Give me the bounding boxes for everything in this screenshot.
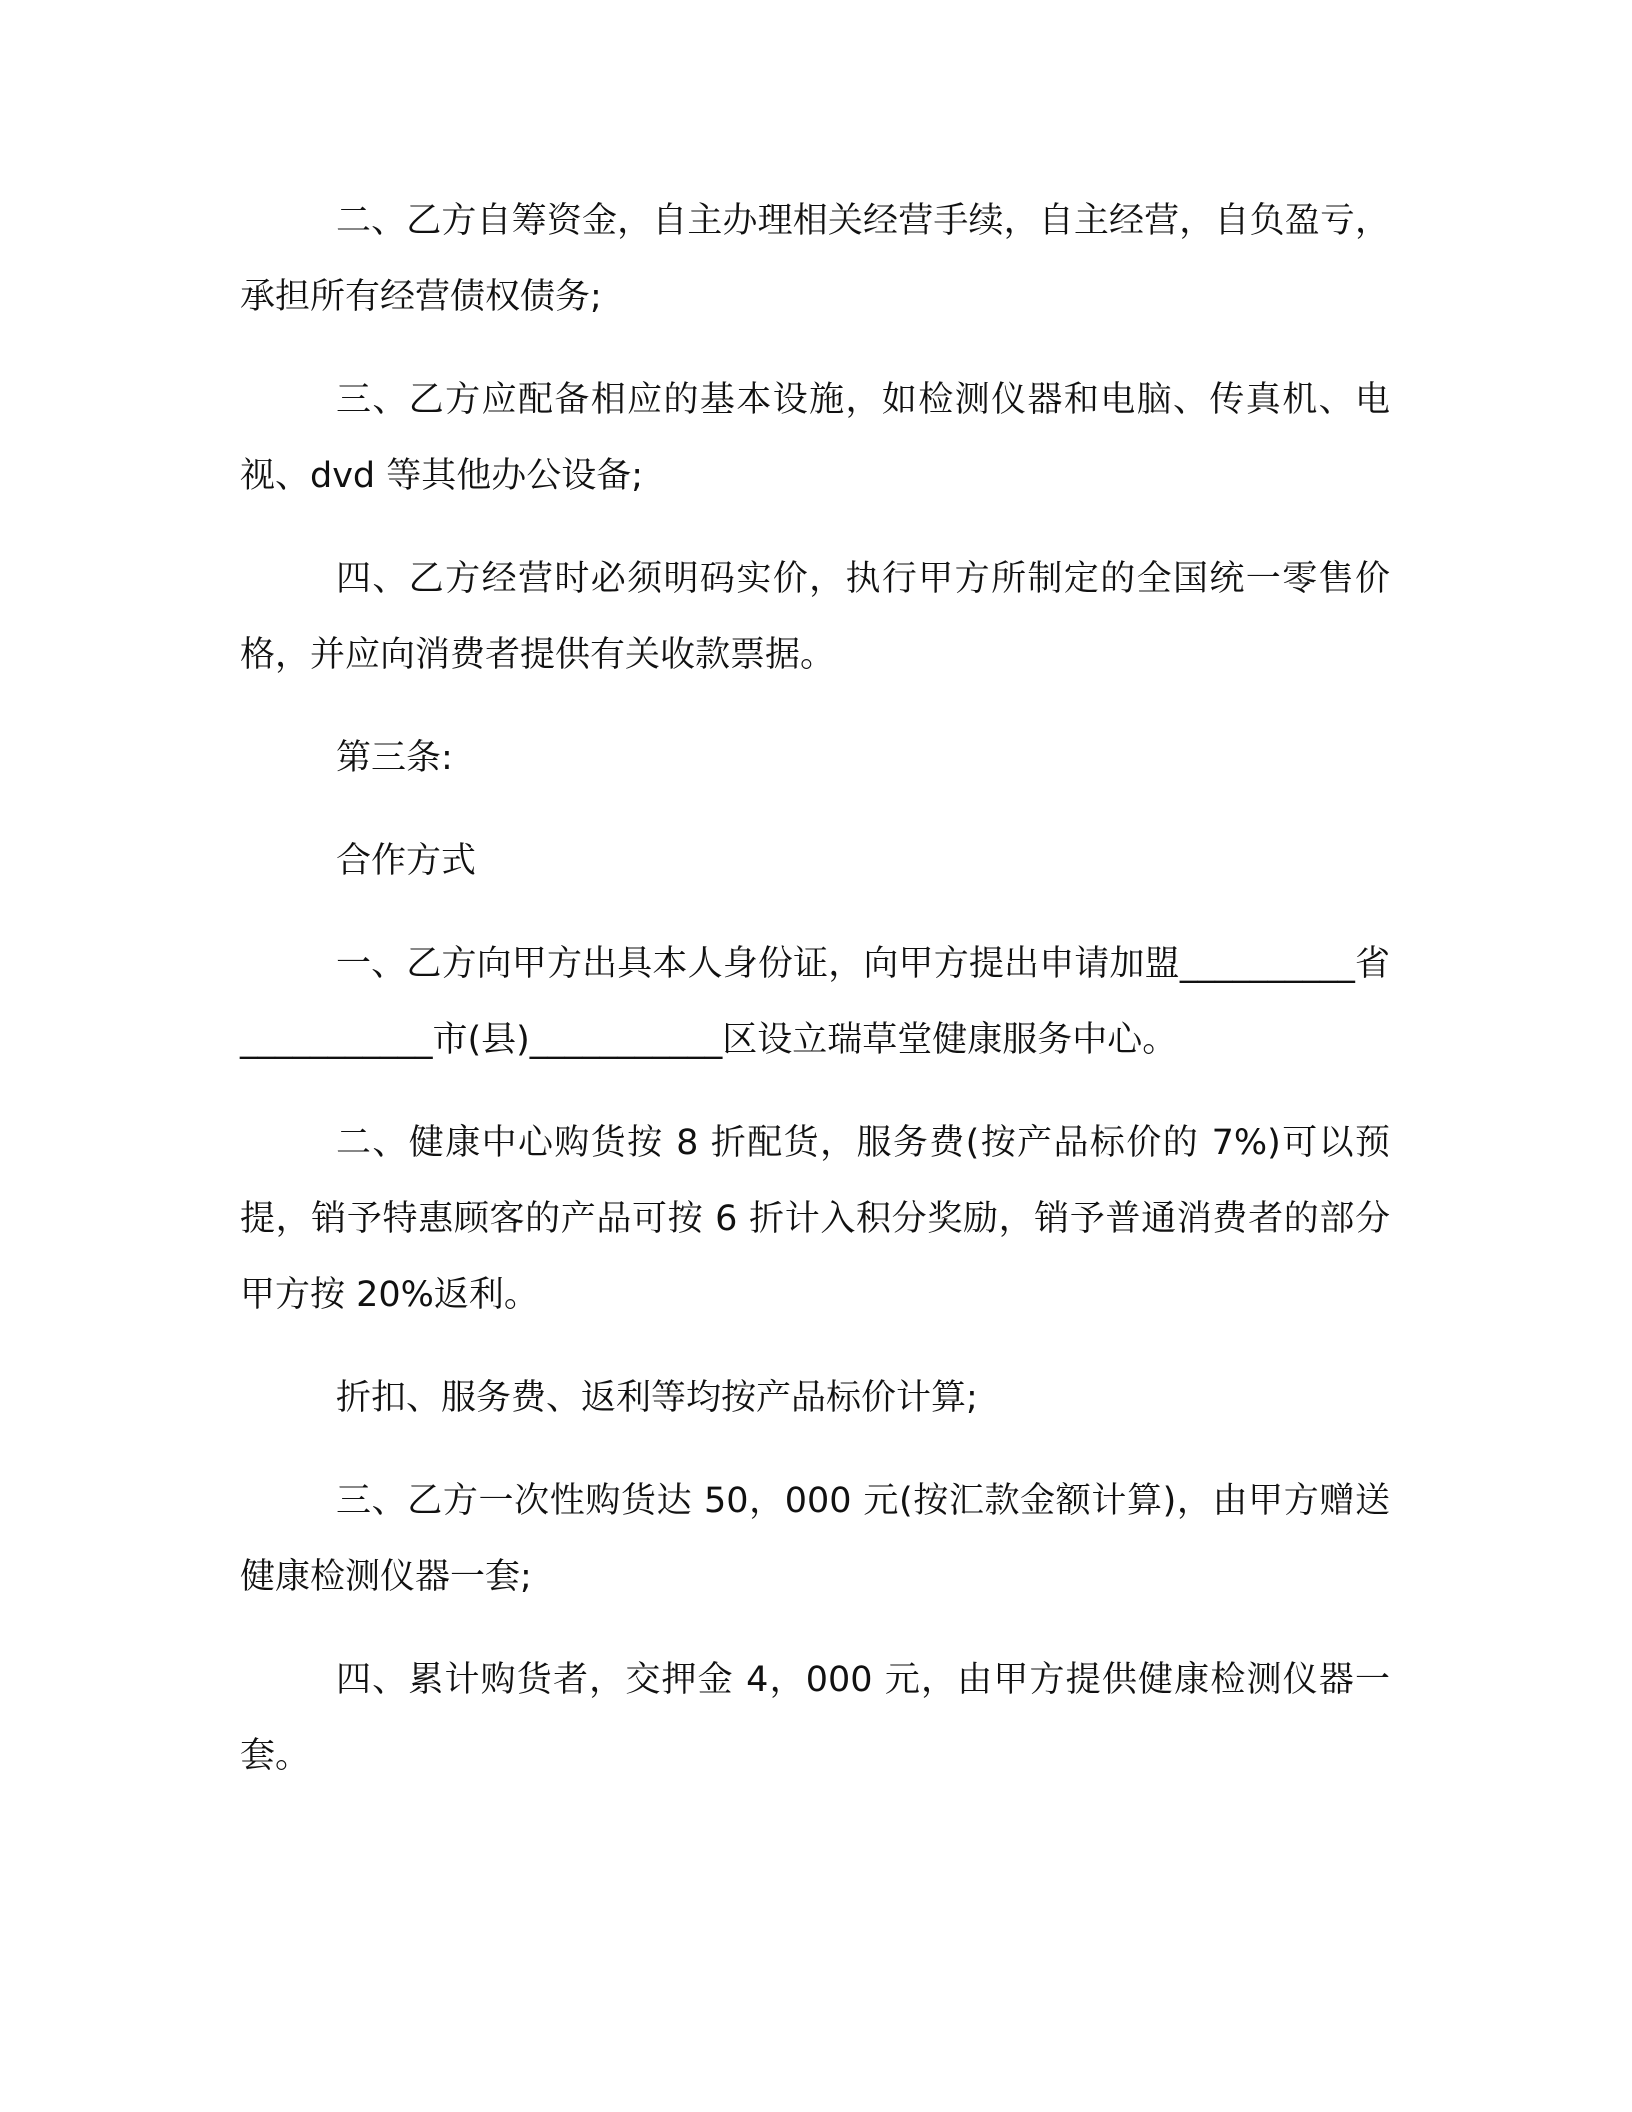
cooperation-clause-3: 三、乙方一次性购货达 50，000 元(按汇款金额计算)，由甲方赠送健康检测仪器一套;	[240, 1481, 1390, 1597]
clause-4-pricing: 四、乙方经营时必须明码实价，执行甲方所制定的全国统一零售价格，并应向消费者提供有关收款票据。	[240, 559, 1390, 675]
cooperation-clause-2: 二、健康中心购货按 8 折配货，服务费(按产品标价的 7%)可以预提，销予特惠顾客的产品可按 6 折计入积分奖励，销予普通消费者的部分甲方按 20%返利。	[240, 1123, 1390, 1315]
pricing-basis-note: 折扣、服务费、返利等均按产品标价计算;	[336, 1378, 978, 1418]
cooperation-clause-4: 四、累计购货者，交押金 4，000 元，由甲方提供健康检测仪器一套。	[240, 1660, 1390, 1776]
article-three-heading: 第三条:	[336, 738, 453, 778]
clause-3-facilities: 三、乙方应配备相应的基本设施，如检测仪器和电脑、传真机、电视、dvd 等其他办公设备;	[240, 380, 1390, 496]
document-body	[240, 183, 1390, 1821]
cooperation-method-heading: 合作方式	[336, 841, 477, 881]
cooperation-clause-1: 一、乙方向甲方出具本人身份证，向甲方提出申请加盟__________省___________市(县)___________区设立瑞草堂健康服务中心。	[240, 944, 1390, 1060]
clause-2-self-financing: 二、乙方自筹资金，自主办理相关经营手续，自主经营，自负盈亏，承担所有经营债权债务;	[240, 201, 1390, 317]
